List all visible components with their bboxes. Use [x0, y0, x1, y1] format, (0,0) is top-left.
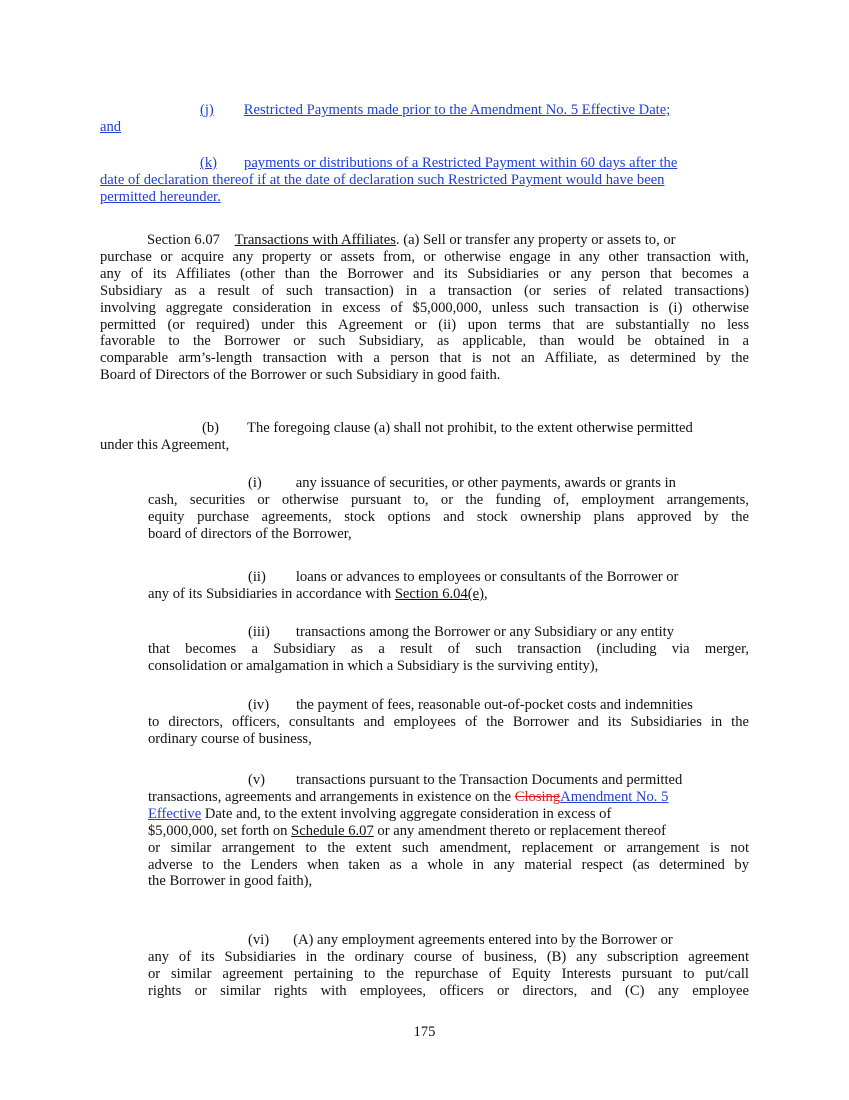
- item-v-line-2: transactions, agreements and arrangements in existence on the: [148, 788, 515, 805]
- item-iii: [148, 624, 749, 675]
- item-iii-line-0: transactions among the Borrower or any Subsidiary or any entity: [295, 624, 675, 640]
- inserted-effective: Effective: [148, 805, 202, 822]
- item-i-line-2: equity purchase agreements, stock options and stock ownership plans approved by the: [148, 508, 749, 525]
- item-v: [148, 772, 749, 890]
- item-iii-label: (iii): [248, 624, 270, 640]
- item-i: [148, 475, 749, 543]
- section-number: Section 6.07: [147, 232, 220, 248]
- item-iv-line-1: to directors, officers, consultants and employees of the Borrower and its Subsidiaries in the: [148, 713, 749, 730]
- section-6-07: [100, 232, 749, 384]
- item-vi-line-3: rights or similar rights with employees, officers or directors, and (C) any employee: [148, 982, 749, 999]
- clause-j-label: (j): [200, 102, 214, 118]
- clause-k-label: (k): [200, 155, 218, 171]
- clause-k-text-2: date of declaration thereof if at the date of declaration such Restricted Payment would have been: [100, 171, 665, 188]
- deleted-closing: Closing: [514, 788, 561, 805]
- section-a-line-2: any of its Affiliates (other than the Borrower and its Subsidiaries or any person that becomes a: [100, 265, 749, 282]
- item-ii-label: (ii): [248, 569, 266, 585]
- item-v-line-5: or similar arrangement to the extent such amendment, replacement or arrangement is not: [148, 839, 749, 856]
- section-a-line-6: favorable to the Borrower or such Subsidiary, as applicable, than would be obtained in a: [100, 333, 749, 350]
- schedule-6-07-reference[interactable]: Schedule 6.07: [291, 822, 374, 839]
- clause-j-text: Restricted Payments made prior to the Amendment No. 5 Effective Date;: [243, 102, 671, 118]
- clause-b-line-1: The foregoing clause (a) shall not prohibit, to the extent otherwise permitted: [247, 420, 693, 436]
- item-iv-line-2: ordinary course of business,: [148, 730, 312, 747]
- clause-b-line-2: under this Agreement,: [100, 436, 230, 453]
- item-vi-line-2: or similar agreement pertaining to the repurchase of Equity Interests pursuant to put/call: [148, 965, 749, 982]
- section-heading: Transactions with Affiliates: [234, 232, 396, 248]
- clause-j-tail: and: [100, 118, 122, 135]
- item-i-label: (i): [248, 475, 262, 491]
- item-v-line-1: transactions pursuant to the Transaction Documents and permitted: [296, 772, 683, 788]
- clause-b: [100, 420, 749, 454]
- section-a-line-5: permitted (or required) under this Agreement or (ii) upon terms that are substantially no less: [100, 316, 749, 333]
- page-number: 175: [413, 1024, 436, 1040]
- item-v-line-7: the Borrower in good faith),: [148, 873, 313, 890]
- section-a-line-3: Subsidiary as a result of such transaction) in a transaction (or series of related transactions): [100, 282, 749, 299]
- item-v-line-4-pre: $5,000,000, set forth on: [148, 822, 292, 839]
- item-vi-line-1: any of its Subsidiaries in the ordinary course of business, (B) any subscription agreement: [148, 948, 749, 965]
- item-iii-line-2: consolidation or amalgamation in which a Subsidiary is the surviving entity),: [148, 657, 599, 674]
- item-v-line-3: Date and, to the extent involving aggregate consideration in excess of: [201, 805, 612, 822]
- section-a-line-7: comparable arm’s-length transaction with a person that is not an Affiliate, as determined by the: [100, 350, 749, 367]
- item-i-line-3: board of directors of the Borrower,: [148, 525, 352, 542]
- section-a-line-8: Board of Directors of the Borrower or such Subsidiary in good faith.: [100, 367, 501, 384]
- item-ii: [148, 569, 749, 603]
- clause-b-label: (b): [202, 420, 220, 436]
- item-ii-line-2: any of its Subsidiaries in accordance with: [148, 585, 395, 602]
- item-ii-punct: ,: [483, 585, 488, 602]
- item-vi: [148, 932, 749, 1000]
- item-ii-line-1: loans or advances to employees or consultants of the Borrower or: [295, 569, 679, 585]
- clause-j: [100, 102, 749, 136]
- item-iv-label: (iv): [248, 697, 270, 713]
- section-6-04e-reference[interactable]: Section 6.04(e): [394, 585, 484, 602]
- section-a-line-4: involving aggregate consideration in excess of $5,000,000, unless such transaction is (i) otherwise: [100, 299, 749, 316]
- clause-k-text-3: permitted hereunder.: [100, 188, 221, 205]
- item-iii-line-1: that becomes a Subsidiary as a result of such transaction (including via merger,: [148, 640, 749, 657]
- item-vi-line-0: (A) any employment agreements entered into by the Borrower or: [293, 932, 673, 948]
- item-v-line-6: adverse to the Lenders when taken as a whole in any material respect (as determined by: [148, 856, 749, 873]
- inserted-amendment-no-5: Amendment No. 5: [560, 788, 669, 805]
- section-a-line-0: . (a) Sell or transfer any property or assets to, or: [395, 232, 676, 248]
- clause-k-text-1: payments or distributions of a Restricted Payment within 60 days after the: [244, 155, 678, 171]
- item-i-line-0: any issuance of securities, or other payments, awards or grants in: [295, 475, 676, 491]
- item-iv-line-0: the payment of fees, reasonable out-of-pocket costs and indemnities: [296, 697, 693, 713]
- clause-k: [100, 155, 749, 206]
- item-vi-label: (vi): [248, 932, 270, 948]
- item-v-line-4-post: or any amendment thereto or replacement thereof: [373, 822, 666, 839]
- item-v-label: (v): [248, 772, 266, 788]
- section-a-line-1: purchase or acquire any property or assets from, or otherwise engage in any other transaction with,: [100, 248, 749, 265]
- item-i-line-1: cash, securities or otherwise pursuant to, or the funding of, employment arrangements,: [148, 491, 749, 508]
- item-iv: [148, 697, 749, 748]
